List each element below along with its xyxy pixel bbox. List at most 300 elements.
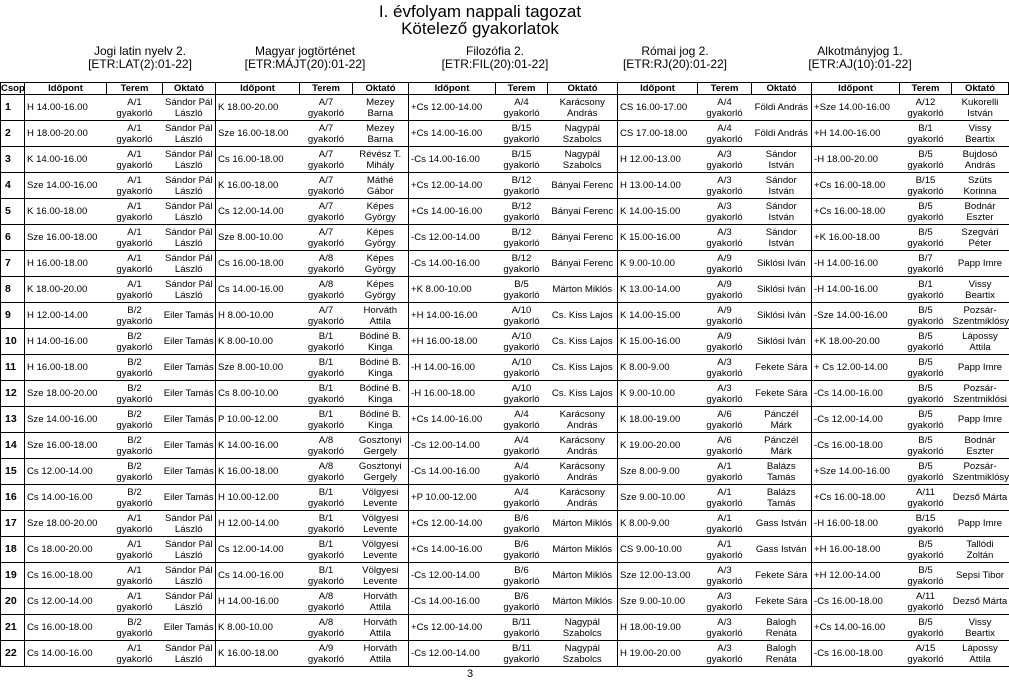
- room-cell: [698, 537, 752, 563]
- time-cell: K 18.00-20.00: [25, 277, 107, 303]
- room-type: gyakorló: [503, 627, 540, 639]
- room-cell: [900, 225, 952, 251]
- time-cell: -H 14.00-16.00: [812, 277, 900, 303]
- room-type: gyakorló: [503, 419, 540, 431]
- instructor-cell: Karácsony András: [548, 95, 618, 121]
- time-cell: +Cs 12.00-14.00: [409, 511, 496, 537]
- table-row: [1, 225, 1009, 251]
- time-cell: Sze 16.00-18.00: [25, 225, 107, 251]
- instructor-cell: Sándor Pál László: [163, 277, 216, 303]
- room-type: gyakorló: [706, 341, 743, 353]
- room-code: B/1: [318, 330, 334, 342]
- room-code: B/5: [918, 616, 933, 628]
- room-code: B/1: [318, 382, 334, 394]
- room-cell: [300, 121, 353, 147]
- room-cell: [300, 147, 353, 173]
- room-code: B/12: [511, 200, 532, 212]
- room-type: gyakorló: [503, 159, 540, 171]
- room-cell: [107, 641, 163, 667]
- instructor-cell: Bodnár Eszter: [952, 433, 1009, 459]
- room-cell: [900, 407, 952, 433]
- room-cell: [496, 329, 548, 355]
- room-code: A/7: [318, 200, 334, 212]
- room-code: A/1: [717, 512, 732, 524]
- instructor-cell: Lápossy Attila: [952, 329, 1009, 355]
- room-code: A/1: [127, 200, 142, 212]
- column-header: Terem: [300, 83, 353, 95]
- instructor-cell: Karácsony András: [548, 485, 618, 511]
- room-cell: [496, 537, 548, 563]
- room-code: A/8: [318, 460, 334, 472]
- room-cell: [900, 511, 952, 537]
- room-cell: [300, 95, 353, 121]
- room-code: B/5: [918, 304, 933, 316]
- room-code: A/1: [127, 252, 142, 264]
- room-type: gyakorló: [116, 185, 153, 197]
- room-cell: [496, 225, 548, 251]
- subject-header-latin: [50, 45, 230, 71]
- room-code: A/1: [127, 174, 142, 186]
- page-subtitle: Kötelező gyakorlatok: [401, 19, 559, 38]
- instructor-cell: Karácsony András: [548, 433, 618, 459]
- time-cell: H 8.00-10.00: [216, 303, 300, 329]
- instructor-cell: Cs. Kiss Lajos: [548, 303, 618, 329]
- room-type: gyakorló: [503, 367, 540, 379]
- room-code: A/3: [717, 590, 732, 602]
- room-code: A/1: [717, 538, 732, 550]
- instructor-cell: Szüts Korinna: [952, 173, 1009, 199]
- time-cell: -H 14.00-16.00: [812, 251, 900, 277]
- instructor-cell: Gass István: [752, 537, 812, 563]
- instructor-cell: Máthé Gábor: [353, 173, 409, 199]
- room-type: gyakorló: [907, 315, 944, 327]
- column-header: Oktató: [353, 83, 409, 95]
- instructor-cell: Eiler Tamás: [163, 329, 216, 355]
- room-type: gyakorló: [307, 445, 345, 457]
- group-number: 20: [1, 589, 25, 615]
- room-cell: [496, 589, 548, 615]
- room-cell: [300, 407, 353, 433]
- instructor-cell: Balogh Renáta: [752, 641, 812, 667]
- room-type: gyakorló: [907, 159, 944, 171]
- column-header: Oktató: [163, 83, 216, 95]
- instructor-cell: Fekete Sára: [752, 355, 812, 381]
- instructor-cell: Eiler Tamás: [163, 381, 216, 407]
- time-cell: H 12.00-13.00: [618, 147, 698, 173]
- room-code: A/3: [717, 382, 732, 394]
- room-cell: [300, 251, 353, 277]
- room-type: gyakorló: [116, 653, 153, 665]
- instructor-cell: Siklósi Iván: [752, 329, 812, 355]
- column-header: Időpont: [216, 83, 300, 95]
- room-cell: [300, 277, 353, 303]
- instructor-cell: Bodnár Eszter: [952, 199, 1009, 225]
- instructor-cell: Sándor Pál László: [163, 251, 216, 277]
- room-code: A/3: [717, 642, 732, 654]
- instructor-cell: Sándor Pál László: [163, 563, 216, 589]
- room-cell: [496, 147, 548, 173]
- time-cell: -Cs 14.00-16.00: [409, 147, 496, 173]
- room-cell: [107, 121, 163, 147]
- time-cell: K 18.00-19.00: [618, 407, 698, 433]
- room-type: gyakorló: [706, 133, 743, 145]
- time-cell: Sze 8.00-10.00: [216, 355, 300, 381]
- room-cell: [107, 147, 163, 173]
- group-number: 17: [1, 511, 25, 537]
- room-cell: [107, 381, 163, 407]
- instructor-cell: Eiler Tamás: [163, 303, 216, 329]
- room-code: B/15: [511, 122, 532, 134]
- time-cell: +Cs 12.00-14.00: [409, 173, 496, 199]
- room-type: gyakorló: [907, 601, 944, 613]
- room-type: gyakorló: [116, 133, 153, 145]
- table-row: [1, 355, 1009, 381]
- instructor-cell: Pozsár-Szentmiklósy: [952, 304, 1009, 327]
- room-code: A/10: [511, 330, 532, 342]
- room-cell: [496, 641, 548, 667]
- time-cell: -Cs 12.00-14.00: [409, 225, 496, 251]
- time-cell: + Cs 12.00-14.00: [812, 355, 900, 381]
- instructor-cell: Mezey Barna: [353, 121, 409, 147]
- subject-name: Alkotmányjog 1.: [817, 44, 903, 58]
- room-cell: [496, 459, 548, 485]
- room-cell: [496, 433, 548, 459]
- time-cell: +H 16.00-18.00: [812, 537, 900, 563]
- room-code: B/2: [127, 460, 142, 472]
- room-type: gyakorló: [907, 575, 944, 587]
- room-cell: [900, 277, 952, 303]
- instructor-cell: Bányai Ferenc: [548, 225, 618, 251]
- time-cell: CS 17.00-18.00: [618, 121, 698, 147]
- column-header: Oktató: [548, 83, 618, 95]
- instructor-cell: Nagypál Szabolcs: [548, 121, 618, 147]
- room-type: gyakorló: [706, 653, 743, 665]
- room-code: B/5: [918, 538, 933, 550]
- time-cell: K 19.00-20.00: [618, 433, 698, 459]
- room-code: B/7: [918, 252, 933, 264]
- room-code: B/2: [127, 408, 142, 420]
- room-type: gyakorló: [116, 471, 153, 483]
- room-type: gyakorló: [503, 575, 540, 587]
- room-code: A/9: [717, 252, 732, 264]
- room-cell: [300, 537, 353, 563]
- time-cell: +H 12.00-14.00: [812, 563, 900, 589]
- room-type: gyakorló: [503, 653, 540, 665]
- instructor-cell: Eiler Tamás: [163, 407, 216, 433]
- room-type: gyakorló: [503, 211, 540, 223]
- room-type: gyakorló: [116, 549, 153, 561]
- group-number: 15: [1, 459, 25, 485]
- room-cell: [698, 433, 752, 459]
- time-cell: +Cs 16.00-18.00: [812, 199, 900, 225]
- time-cell: -Cs 16.00-18.00: [812, 433, 900, 459]
- table-row: [1, 303, 1009, 329]
- room-code: A/1: [717, 486, 732, 498]
- time-cell: H 19.00-20.00: [618, 641, 698, 667]
- room-code: A/7: [318, 226, 334, 238]
- column-header: Oktató: [952, 83, 1009, 95]
- room-code: A/9: [717, 304, 732, 316]
- room-cell: [107, 537, 163, 563]
- room-cell: [300, 199, 353, 225]
- room-cell: [300, 511, 353, 537]
- room-type: gyakorló: [307, 367, 345, 379]
- room-type: gyakorló: [907, 393, 944, 405]
- room-cell: [900, 485, 952, 511]
- time-cell: +Sze 14.00-16.00: [812, 95, 900, 121]
- time-cell: Cs 16.00-18.00: [25, 563, 107, 589]
- room-type: gyakorló: [706, 393, 743, 405]
- room-cell: [496, 563, 548, 589]
- column-header: Terem: [698, 83, 752, 95]
- room-type: gyakorló: [116, 107, 153, 119]
- time-cell: +Cs 14.00-16.00: [812, 615, 900, 641]
- instructor-cell: Papp Imre: [952, 511, 1009, 537]
- room-type: gyakorló: [307, 393, 345, 405]
- room-code: A/1: [127, 642, 142, 654]
- room-code: B/5: [918, 564, 933, 576]
- room-cell: [900, 303, 952, 329]
- room-cell: [107, 95, 163, 121]
- room-code: B/1: [318, 564, 334, 576]
- instructor-cell: Balázs Tamás: [752, 485, 812, 511]
- column-header: Időpont: [618, 83, 698, 95]
- group-number: 1: [1, 95, 25, 121]
- room-cell: [300, 303, 353, 329]
- time-cell: Sze 9.00-10.00: [618, 485, 698, 511]
- instructor-cell: Völgyesi Levente: [353, 511, 409, 537]
- room-code: B/12: [511, 226, 532, 238]
- room-code: B/5: [918, 408, 933, 420]
- instructor-cell: Sándor István: [752, 225, 812, 251]
- time-cell: Sze 8.00-10.00: [216, 225, 300, 251]
- room-code: A/3: [717, 616, 732, 628]
- column-header: Terem: [900, 83, 952, 95]
- room-type: gyakorló: [706, 289, 743, 301]
- room-cell: [107, 433, 163, 459]
- table-row: [1, 173, 1009, 199]
- room-type: gyakorló: [907, 653, 944, 665]
- room-code: B/5: [918, 434, 933, 446]
- time-cell: -H 16.00-18.00: [812, 511, 900, 537]
- instructor-cell: Földi András: [752, 95, 812, 121]
- time-cell: -Cs 14.00-16.00: [409, 459, 496, 485]
- time-cell: -H 18.00-20.00: [812, 147, 900, 173]
- instructor-cell: Bujdosó András: [952, 147, 1009, 173]
- room-type: gyakorló: [503, 393, 540, 405]
- instructor-cell: Dezső Márta: [952, 589, 1009, 615]
- instructor-cell: Vissy Beartix: [952, 615, 1009, 641]
- room-code: A/8: [318, 590, 334, 602]
- time-cell: H 10.00-12.00: [216, 485, 300, 511]
- time-cell: K 8.00-9.00: [618, 355, 698, 381]
- room-type: gyakorló: [907, 107, 944, 119]
- instructor-cell: Képes György: [353, 277, 409, 303]
- room-cell: [900, 615, 952, 641]
- instructor-cell: Vissy Beartix: [952, 121, 1009, 147]
- group-number: 22: [1, 641, 25, 667]
- room-type: gyakorló: [307, 341, 345, 353]
- room-code: B/15: [511, 148, 532, 160]
- group-number: 11: [1, 355, 25, 381]
- room-cell: [900, 95, 952, 121]
- subject-code: [ETR:RJ(20):01-22]: [622, 57, 728, 71]
- instructor-cell: Képes György: [353, 251, 409, 277]
- time-cell: -Cs 16.00-18.00: [812, 589, 900, 615]
- room-cell: [698, 225, 752, 251]
- time-cell: -Sze 14.00-16.00: [812, 303, 900, 329]
- room-code: A/10: [511, 304, 532, 316]
- room-code: A/9: [717, 278, 732, 290]
- room-cell: [698, 511, 752, 537]
- room-cell: [698, 485, 752, 511]
- room-code: A/1: [127, 564, 142, 576]
- room-type: gyakorló: [706, 367, 743, 379]
- room-cell: [900, 329, 952, 355]
- room-code: B/2: [127, 486, 142, 498]
- room-cell: [107, 511, 163, 537]
- time-cell: K 16.00-18.00: [25, 199, 107, 225]
- group-number: 4: [1, 173, 25, 199]
- time-cell: +Cs 14.00-16.00: [409, 121, 496, 147]
- instructor-cell: Papp Imre: [952, 407, 1009, 433]
- instructor-cell: Sándor Pál László: [163, 537, 216, 563]
- time-cell: Sze 14.00-16.00: [25, 407, 107, 433]
- room-cell: [496, 95, 548, 121]
- column-header: Csop: [1, 83, 25, 94]
- schedule-table: [0, 82, 1009, 667]
- subject-code: [ETR:LAT(2):01-22]: [88, 57, 192, 71]
- time-cell: -Cs 14.00-16.00: [409, 589, 496, 615]
- time-cell: Sze 12.00-13.00: [618, 563, 698, 589]
- instructor-cell: Gosztonyi Gergely: [353, 433, 409, 459]
- time-cell: -Cs 14.00-16.00: [812, 381, 900, 407]
- room-cell: [698, 615, 752, 641]
- room-cell: [698, 303, 752, 329]
- instructor-cell: Cs. Kiss Lajos: [548, 329, 618, 355]
- room-cell: [496, 381, 548, 407]
- room-type: gyakorló: [116, 601, 153, 613]
- room-code: A/8: [318, 434, 334, 446]
- room-cell: [900, 589, 952, 615]
- room-type: gyakorló: [706, 419, 743, 431]
- room-code: A/1: [127, 538, 142, 550]
- room-code: A/4: [514, 408, 529, 420]
- instructor-cell: Eiler Tamás: [163, 355, 216, 381]
- subject-header-legal-history: [215, 45, 395, 71]
- room-type: gyakorló: [503, 497, 540, 509]
- room-cell: [496, 355, 548, 381]
- room-code: A/11: [915, 486, 936, 498]
- room-code: A/12: [915, 96, 936, 108]
- room-code: B/2: [127, 356, 142, 368]
- instructor-cell: Bódiné B. Kinga: [353, 329, 409, 355]
- room-type: gyakorló: [307, 419, 345, 431]
- room-type: gyakorló: [116, 159, 153, 171]
- room-cell: [496, 407, 548, 433]
- table-header-row: [1, 83, 1009, 95]
- time-cell: K 14.00-16.00: [216, 433, 300, 459]
- time-cell: -Cs 12.00-14.00: [409, 563, 496, 589]
- time-cell: K 16.00-18.00: [216, 641, 300, 667]
- instructor-cell: Völgyesi Levente: [353, 563, 409, 589]
- instructor-cell: Nagypál Szabolcs: [548, 641, 618, 667]
- room-type: gyakorló: [706, 575, 743, 587]
- time-cell: H 13.00-14.00: [618, 173, 698, 199]
- room-type: gyakorló: [706, 627, 743, 639]
- room-code: B/5: [514, 278, 529, 290]
- time-cell: +Sze 14.00-16.00: [812, 459, 900, 485]
- room-code: A/1: [127, 148, 142, 160]
- room-type: gyakorló: [907, 549, 944, 561]
- room-cell: [496, 485, 548, 511]
- room-type: gyakorló: [503, 133, 540, 145]
- room-code: A/3: [717, 148, 732, 160]
- room-type: gyakorló: [503, 549, 540, 561]
- instructor-cell: Képes György: [353, 225, 409, 251]
- room-cell: [107, 407, 163, 433]
- time-cell: Cs 14.00-16.00: [25, 485, 107, 511]
- time-cell: H 16.00-18.00: [25, 355, 107, 381]
- instructor-cell: Mezey Barna: [353, 95, 409, 121]
- room-type: gyakorló: [307, 211, 345, 223]
- instructor-cell: Dezső Márta: [952, 485, 1009, 511]
- room-cell: [107, 329, 163, 355]
- time-cell: K 13.00-14.00: [618, 277, 698, 303]
- room-cell: [698, 589, 752, 615]
- room-cell: [496, 251, 548, 277]
- instructor-cell: Földi András: [752, 121, 812, 147]
- room-type: gyakorló: [706, 601, 743, 613]
- room-type: gyakorló: [907, 289, 944, 301]
- room-type: gyakorló: [907, 237, 944, 249]
- room-cell: [300, 433, 353, 459]
- table-row: [1, 615, 1009, 641]
- time-cell: Sze 18.00-20.00: [25, 381, 107, 407]
- room-type: gyakorló: [307, 185, 345, 197]
- room-cell: [698, 329, 752, 355]
- instructor-cell: Fekete Sára: [752, 381, 812, 407]
- room-cell: [107, 563, 163, 589]
- table-row: [1, 537, 1009, 563]
- group-number: 21: [1, 615, 25, 641]
- room-code: B/11: [511, 616, 532, 628]
- room-type: gyakorló: [116, 211, 153, 223]
- room-type: gyakorló: [307, 575, 345, 587]
- room-cell: [496, 303, 548, 329]
- room-cell: [698, 355, 752, 381]
- room-cell: [300, 355, 353, 381]
- room-code: A/10: [511, 356, 532, 368]
- room-code: A/3: [717, 226, 732, 238]
- instructor-cell: Képes György: [353, 199, 409, 225]
- room-code: A/8: [318, 278, 334, 290]
- time-cell: Cs 16.00-18.00: [25, 615, 107, 641]
- room-code: B/1: [318, 356, 334, 368]
- room-type: gyakorló: [907, 211, 944, 223]
- instructor-cell: Horváth Attila: [353, 615, 409, 641]
- instructor-cell: Pozsár-Szentmiklósy: [952, 460, 1009, 483]
- time-cell: K 15.00-16.00: [618, 225, 698, 251]
- room-cell: [300, 563, 353, 589]
- room-cell: [300, 641, 353, 667]
- room-code: B/1: [318, 538, 334, 550]
- room-type: gyakorló: [116, 445, 153, 457]
- time-cell: -Cs 12.00-14.00: [812, 407, 900, 433]
- instructor-cell: Vissy Beartix: [952, 277, 1009, 303]
- room-cell: [300, 459, 353, 485]
- time-cell: Cs 12.00-14.00: [216, 537, 300, 563]
